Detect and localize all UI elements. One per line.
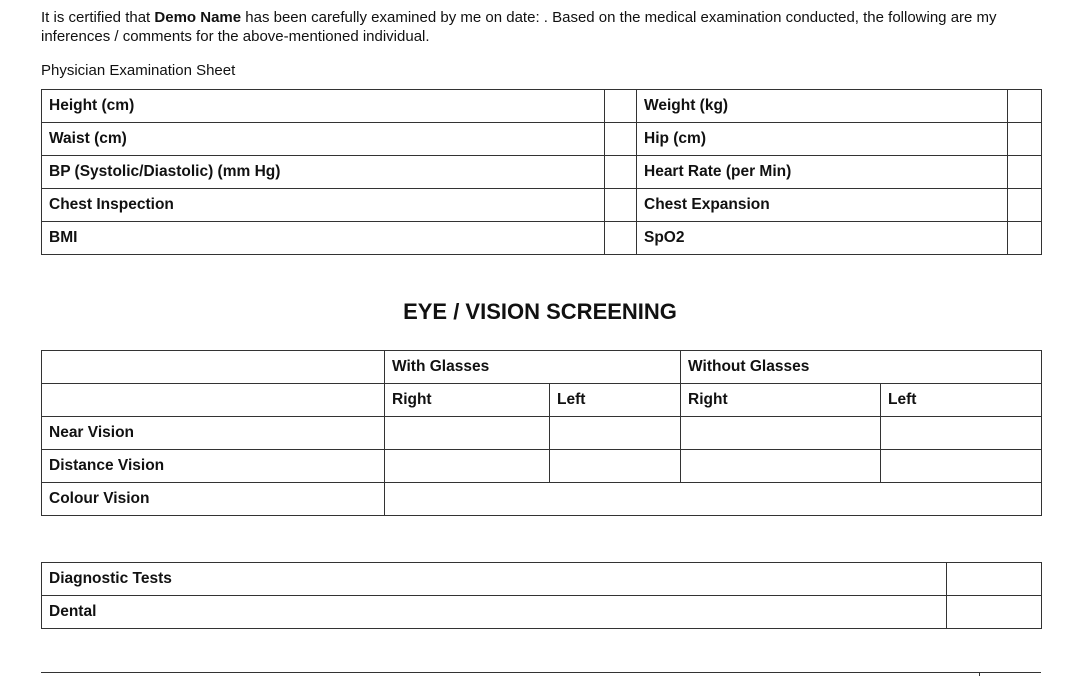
physical-label: Waist (cm) [42, 123, 605, 156]
physical-label: Weight (kg) [637, 90, 1008, 123]
physical-label: Heart Rate (per Min) [637, 156, 1008, 189]
without-glasses-left-header: Left [881, 384, 1042, 417]
colour-vision-value[interactable] [385, 483, 1042, 516]
patient-name: Demo Name [154, 9, 242, 26]
with-glasses-header: With Glasses [385, 351, 681, 384]
without-glasses-header: Without Glasses [681, 351, 1042, 384]
physical-label: Chest Inspection [42, 189, 605, 222]
near-vision-without-right[interactable] [681, 417, 881, 450]
vision-corner-cell-2 [42, 384, 385, 417]
distance-vision-with-right[interactable] [385, 450, 550, 483]
physical-label: BP (Systolic/Diastolic) (mm Hg) [42, 156, 605, 189]
with-glasses-right-header: Right [385, 384, 550, 417]
vision-corner-cell [42, 351, 385, 384]
physical-exam-table [41, 89, 1042, 255]
near-vision-with-left[interactable] [550, 417, 681, 450]
sheet-label: Physician Examination Sheet [41, 62, 236, 79]
colour-vision-label: Colour Vision [42, 483, 385, 516]
vision-screening-table [41, 350, 1042, 516]
near-vision-with-right[interactable] [385, 417, 550, 450]
physical-label: BMI [42, 222, 605, 255]
physical-row [42, 123, 1042, 156]
physical-label: Hip (cm) [637, 123, 1008, 156]
distance-vision-label: Distance Vision [42, 450, 385, 483]
distance-vision-with-left[interactable] [550, 450, 681, 483]
diagnostic-value[interactable] [947, 563, 1042, 596]
diagnostic-row [42, 596, 1042, 629]
diagnostic-table [41, 562, 1042, 629]
intro-prefix: It is certified that [41, 9, 155, 26]
distance-vision-without-left[interactable] [881, 450, 1042, 483]
distance-vision-without-right[interactable] [681, 450, 881, 483]
physical-value[interactable] [605, 156, 637, 189]
physical-label: SpO2 [637, 222, 1008, 255]
physical-value[interactable] [1008, 156, 1042, 189]
physical-label: Chest Expansion [637, 189, 1008, 222]
physical-label: Height (cm) [42, 90, 605, 123]
without-glasses-right-header: Right [681, 384, 881, 417]
next-table-edge [41, 672, 1041, 676]
physical-row [42, 156, 1042, 189]
physical-value[interactable] [605, 189, 637, 222]
physical-value[interactable] [1008, 90, 1042, 123]
physical-value[interactable] [1008, 222, 1042, 255]
physical-value[interactable] [1008, 123, 1042, 156]
diagnostic-label: Diagnostic Tests [42, 563, 947, 596]
physical-value[interactable] [1008, 189, 1042, 222]
vision-section-title: EYE / VISION SCREENING [403, 299, 677, 324]
certification-text [41, 8, 1041, 46]
physical-row [42, 189, 1042, 222]
near-vision-label: Near Vision [42, 417, 385, 450]
physical-value[interactable] [605, 123, 637, 156]
physical-row [42, 90, 1042, 123]
near-vision-without-left[interactable] [881, 417, 1042, 450]
physical-value[interactable] [605, 222, 637, 255]
with-glasses-left-header: Left [550, 384, 681, 417]
diagnostic-value[interactable] [947, 596, 1042, 629]
diagnostic-row [42, 563, 1042, 596]
physical-value[interactable] [605, 90, 637, 123]
diagnostic-label: Dental [42, 596, 947, 629]
physical-row [42, 222, 1042, 255]
intro-suffix: has been carefully examined by me on date: . Based on the medical examination conducted, the following are my inferences / comments for the above-mentioned individual. [41, 9, 997, 45]
